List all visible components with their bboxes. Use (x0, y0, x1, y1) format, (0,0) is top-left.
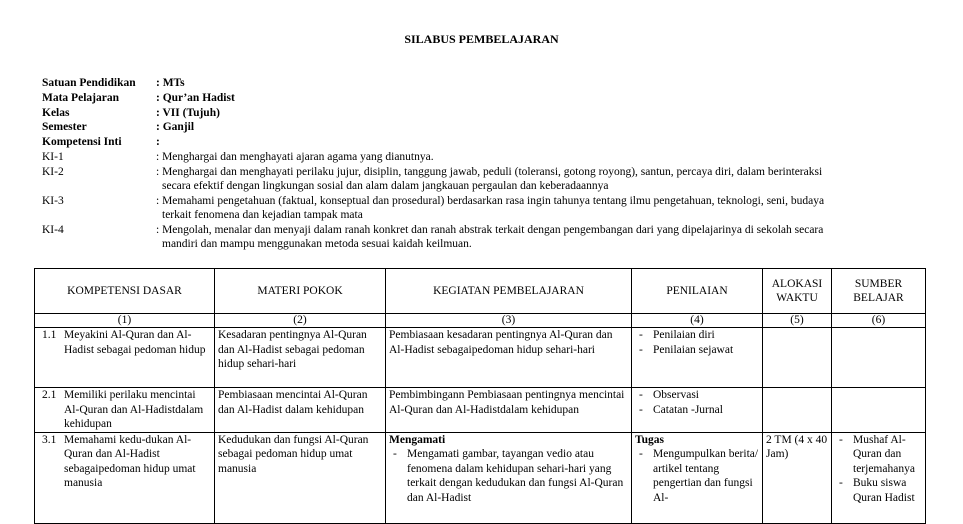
ki-text: : Menghargai dan menghayati ajaran agama yang dianutnya. (156, 151, 434, 163)
kompetensi-dasar-cell (38, 388, 211, 432)
alokasi-cell (763, 328, 832, 388)
table-header-row (35, 269, 926, 314)
info-label: Kompetensi Inti (42, 136, 122, 149)
list-item: - Mengamati gambar, tayangan vedio atau fenomena dalam kehidupan sehari-hari yang terkait dengan kedudukan dan fungsi Al-Quran dan Al-Hadist (393, 448, 624, 504)
kegiatan-cell: Pembimbingann Pembiasaan pentingnya mencintai Al-Quran dan Al-Hadistdalam kehidupan (386, 388, 632, 433)
sumber-cell (832, 328, 926, 388)
kompetensi-dasar-cell (38, 433, 211, 491)
kd-text: Meyakini Al-Quran dan Al-Hadist sebagai pedoman hidup (64, 329, 206, 356)
kegiatan-list (389, 447, 628, 505)
penilaian-list (635, 328, 759, 357)
penilaian-list (635, 447, 759, 505)
sumber-cell (832, 388, 926, 433)
column-number: (3) (386, 314, 632, 328)
table-row (35, 328, 926, 388)
ki-label: KI-1 (42, 151, 64, 163)
info-label: Semester (42, 121, 87, 134)
info-value: : MTs (156, 77, 185, 89)
kegiatan-cell: Pembiasaan kesadaran pentingnya Al-Quran dan Al-Hadist sebagaipedoman hidup sehari-hari (386, 328, 632, 388)
info-label: Mata Pelajaran (42, 91, 119, 104)
ki-row-1 (42, 150, 922, 165)
list-item: - Catatan -Jurnal (639, 403, 723, 416)
table-row (35, 388, 926, 433)
ki-label: KI-2 (42, 165, 64, 178)
ki-row-2 (42, 165, 922, 194)
column-number: (2) (215, 314, 386, 328)
page-title: SILABUS PEMBELAJARAN (404, 32, 559, 46)
table-row (35, 432, 926, 523)
syllabus-table (34, 268, 926, 524)
info-value: : Qur’an Hadist (156, 91, 235, 104)
list-item: - Mushaf Al-Quran dan terjemahanya (839, 433, 915, 475)
info-value: : (156, 136, 160, 149)
ki-label: KI-3 (42, 194, 64, 207)
info-row-satuan (42, 76, 235, 91)
column-header: PENILAIAN (632, 269, 763, 314)
ki-text: : Mengolah, menalar dan menyaji dalam ranah konkret dan ranah abstrak terkait dengan pengembangan dari yang dipelajarinya di sekolah secara (156, 223, 824, 236)
kd-number: 1.1 (42, 329, 57, 341)
info-row-mapel (42, 91, 235, 106)
ki-text: : Memahami pengetahuan (faktual, konseptual dan prosedural) berdasarkan rasa ingin tahunya tentang ilmu pengetahuan, teknologi, seni, budaya (156, 194, 825, 207)
kompetensi-inti-list (42, 150, 922, 252)
info-row-kompetensi-inti (42, 135, 235, 150)
kompetensi-dasar-cell (38, 328, 211, 357)
list-item: - Observasi (639, 389, 699, 401)
list-item: - Mengumpulkan berita/ artikel tentang pengertian dan fungsi Al- (639, 448, 759, 504)
column-header: MATERI POKOK (215, 269, 386, 314)
alokasi-cell: 2 TM (4 x 40 Jam) (763, 432, 832, 523)
column-header: SUMBER BELAJAR (832, 269, 926, 314)
info-label: Satuan Pendidikan (42, 77, 136, 89)
ki-text-continued: secara efektif dengan lingkungan sosial dan alam dalam jangkauan pergaulan dan keberadaannya (162, 180, 609, 192)
info-value: : Ganjil (156, 121, 195, 134)
penilaian-heading: Tugas (635, 433, 664, 446)
column-header: KEGIATAN PEMBELAJARAN (386, 269, 632, 314)
kegiatan-heading: Mengamati (389, 433, 446, 446)
list-item: - Penilaian diri (639, 329, 715, 341)
column-number-row (35, 314, 926, 328)
list-item: - Penilaian sejawat (639, 343, 734, 356)
ki-text: : Menghargai dan menghayati perilaku jujur, disiplin, tanggung jawab, peduli (toleransi, gotong royong), santun, percaya diri, dalam berinteraksi (156, 165, 823, 178)
materi-pokok-cell: Kedudukan dan fungsi Al-Quran sebagai pedoman hidup umat manusia (215, 432, 386, 523)
kd-text: Memahami kedu-dukan Al-Quran dan Al-Hadist sebagaipedoman hidup umat manusia (64, 433, 196, 489)
kd-text: Memiliki perilaku mencintai Al-Quran dan Al-Hadistdalam kehidupan (64, 389, 204, 430)
penilaian-list (635, 388, 759, 417)
ki-row-3 (42, 194, 922, 223)
info-row-kelas (42, 106, 235, 121)
sumber-list (835, 433, 922, 506)
ki-row-4 (42, 223, 922, 252)
list-item: - Buku siswa Quran Hadist (839, 477, 915, 504)
kd-number: 3.1 (42, 433, 57, 446)
info-value: : VII (Tujuh) (156, 106, 220, 119)
ki-text-continued: terkait fenomena dan kejadian tampak mata (162, 209, 363, 221)
column-number: (6) (832, 314, 926, 328)
ki-label: KI-4 (42, 223, 64, 236)
info-label: Kelas (42, 106, 70, 119)
kd-number: 2.1 (42, 389, 57, 401)
identity-block (42, 76, 235, 150)
materi-pokok-cell: Pembiasaan mencintai Al-Quran dan Al-Hadist dalam kehidupan (215, 388, 386, 433)
column-number: (1) (35, 314, 215, 328)
ki-text-continued: mandiri dan mampu menggunakan metoda sesuai kaidah keilmuan. (162, 238, 472, 250)
column-number: (4) (632, 314, 763, 328)
column-header: KOMPETENSI DASAR (35, 269, 215, 314)
column-header: ALOKASI WAKTU (763, 269, 832, 314)
info-row-semester (42, 120, 235, 135)
column-number: (5) (763, 314, 832, 328)
materi-pokok-cell: Kesadaran pentingnya Al-Quran dan Al-Hadist sebagai pedoman hidup sehari-hari (215, 328, 386, 388)
alokasi-cell (763, 388, 832, 433)
